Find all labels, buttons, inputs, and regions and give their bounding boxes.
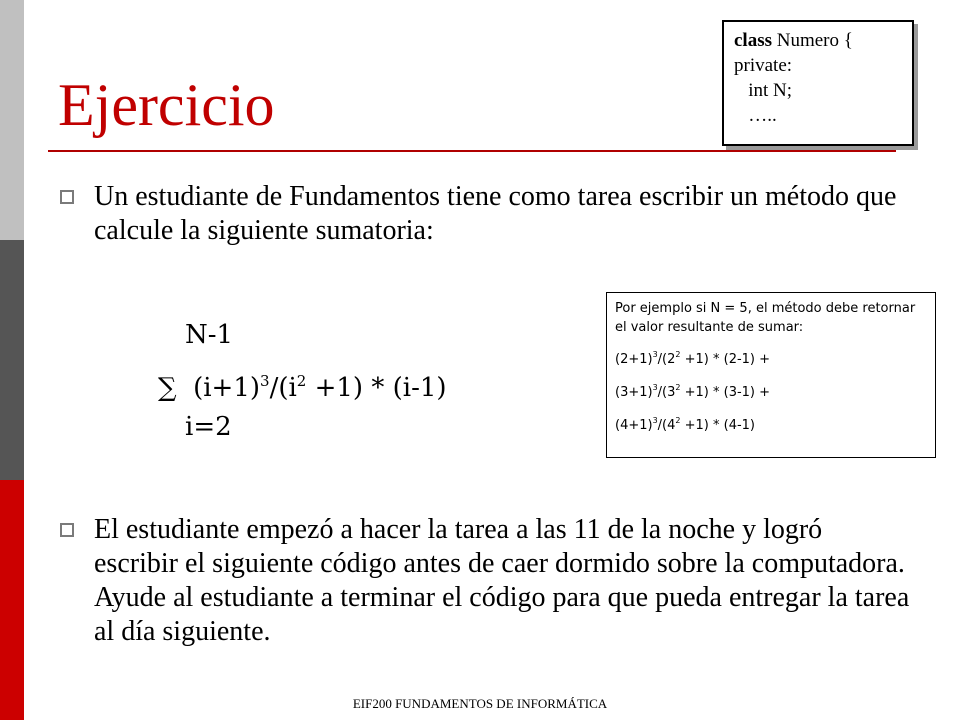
- ex1-e2: 2: [675, 350, 681, 359]
- ex3-c: +1) * (4-1): [680, 418, 756, 433]
- bullet-item-2: [60, 513, 910, 649]
- square-bullet-icon: [60, 190, 74, 204]
- formula-term-a: (i+1): [176, 373, 261, 403]
- ex1-c: +1) * (2-1) +: [680, 352, 771, 367]
- example-line-1: [615, 345, 927, 369]
- class-name: Numero {: [772, 30, 853, 51]
- class-line-3: int N;: [734, 80, 793, 101]
- example-box: [606, 292, 936, 458]
- ex1-a: (2+1): [615, 352, 653, 367]
- ex3-b: /(4: [657, 418, 676, 433]
- class-line-2: private:: [734, 55, 793, 76]
- example-line-2: [615, 378, 927, 402]
- ex3-e1: 3: [652, 416, 658, 425]
- side-bar-light: [0, 0, 24, 240]
- bullet-text-1: Un estudiante de Fundamentos tiene como tarea escribir un método que calcule la siguiente sumatoria:: [94, 181, 897, 246]
- ex3-a: (4+1): [615, 418, 653, 433]
- sigma-symbol: ∑: [158, 373, 177, 403]
- formula-exp-a: 3: [260, 372, 270, 390]
- square-bullet-icon: [60, 523, 74, 537]
- slide-footer: EIF200 FUNDAMENTOS DE INFORMÁTICA: [352, 696, 608, 711]
- formula-lower-limit: i=2: [185, 412, 232, 442]
- bullet-text-2: El estudiante empezó a hacer la tarea a las 11 de la noche y logró escribir el siguiente código antes de caer dormido sobre la computadora. Ayude al estudiante a terminar el código para que pueda entregar la tarea al día siguiente.: [94, 514, 910, 647]
- formula-expression: [158, 366, 447, 403]
- ex2-a: (3+1): [615, 385, 653, 400]
- ex3-e2: 2: [675, 416, 681, 425]
- ex2-c: +1) * (3-1) +: [680, 385, 771, 400]
- ex1-b: /(2: [657, 352, 676, 367]
- slide-title: Ejercicio: [58, 72, 275, 138]
- class-line-4: …..: [734, 105, 777, 126]
- example-intro: Por ejemplo si N = 5, el método debe retornar el valor resultante de sumar:: [615, 301, 916, 335]
- ex1-e1: 3: [652, 350, 658, 359]
- title-underline: [48, 150, 896, 152]
- ex2-e1: 3: [652, 383, 658, 392]
- example-line-3: [615, 411, 927, 435]
- class-code-box: [722, 20, 914, 146]
- formula-term-b: /(i: [269, 373, 297, 403]
- side-bar-red: [0, 480, 24, 720]
- side-bar-dark: [0, 240, 24, 480]
- class-keyword: class: [734, 30, 772, 51]
- class-line-1: [734, 28, 902, 53]
- ex2-b: /(3: [657, 385, 676, 400]
- formula-upper-limit: N-1: [185, 320, 234, 350]
- formula-exp-b: 2: [296, 372, 307, 390]
- bullet-item-1: [60, 180, 910, 248]
- ex2-e2: 2: [675, 383, 681, 392]
- formula-term-c: +1) * (i-1): [306, 373, 447, 403]
